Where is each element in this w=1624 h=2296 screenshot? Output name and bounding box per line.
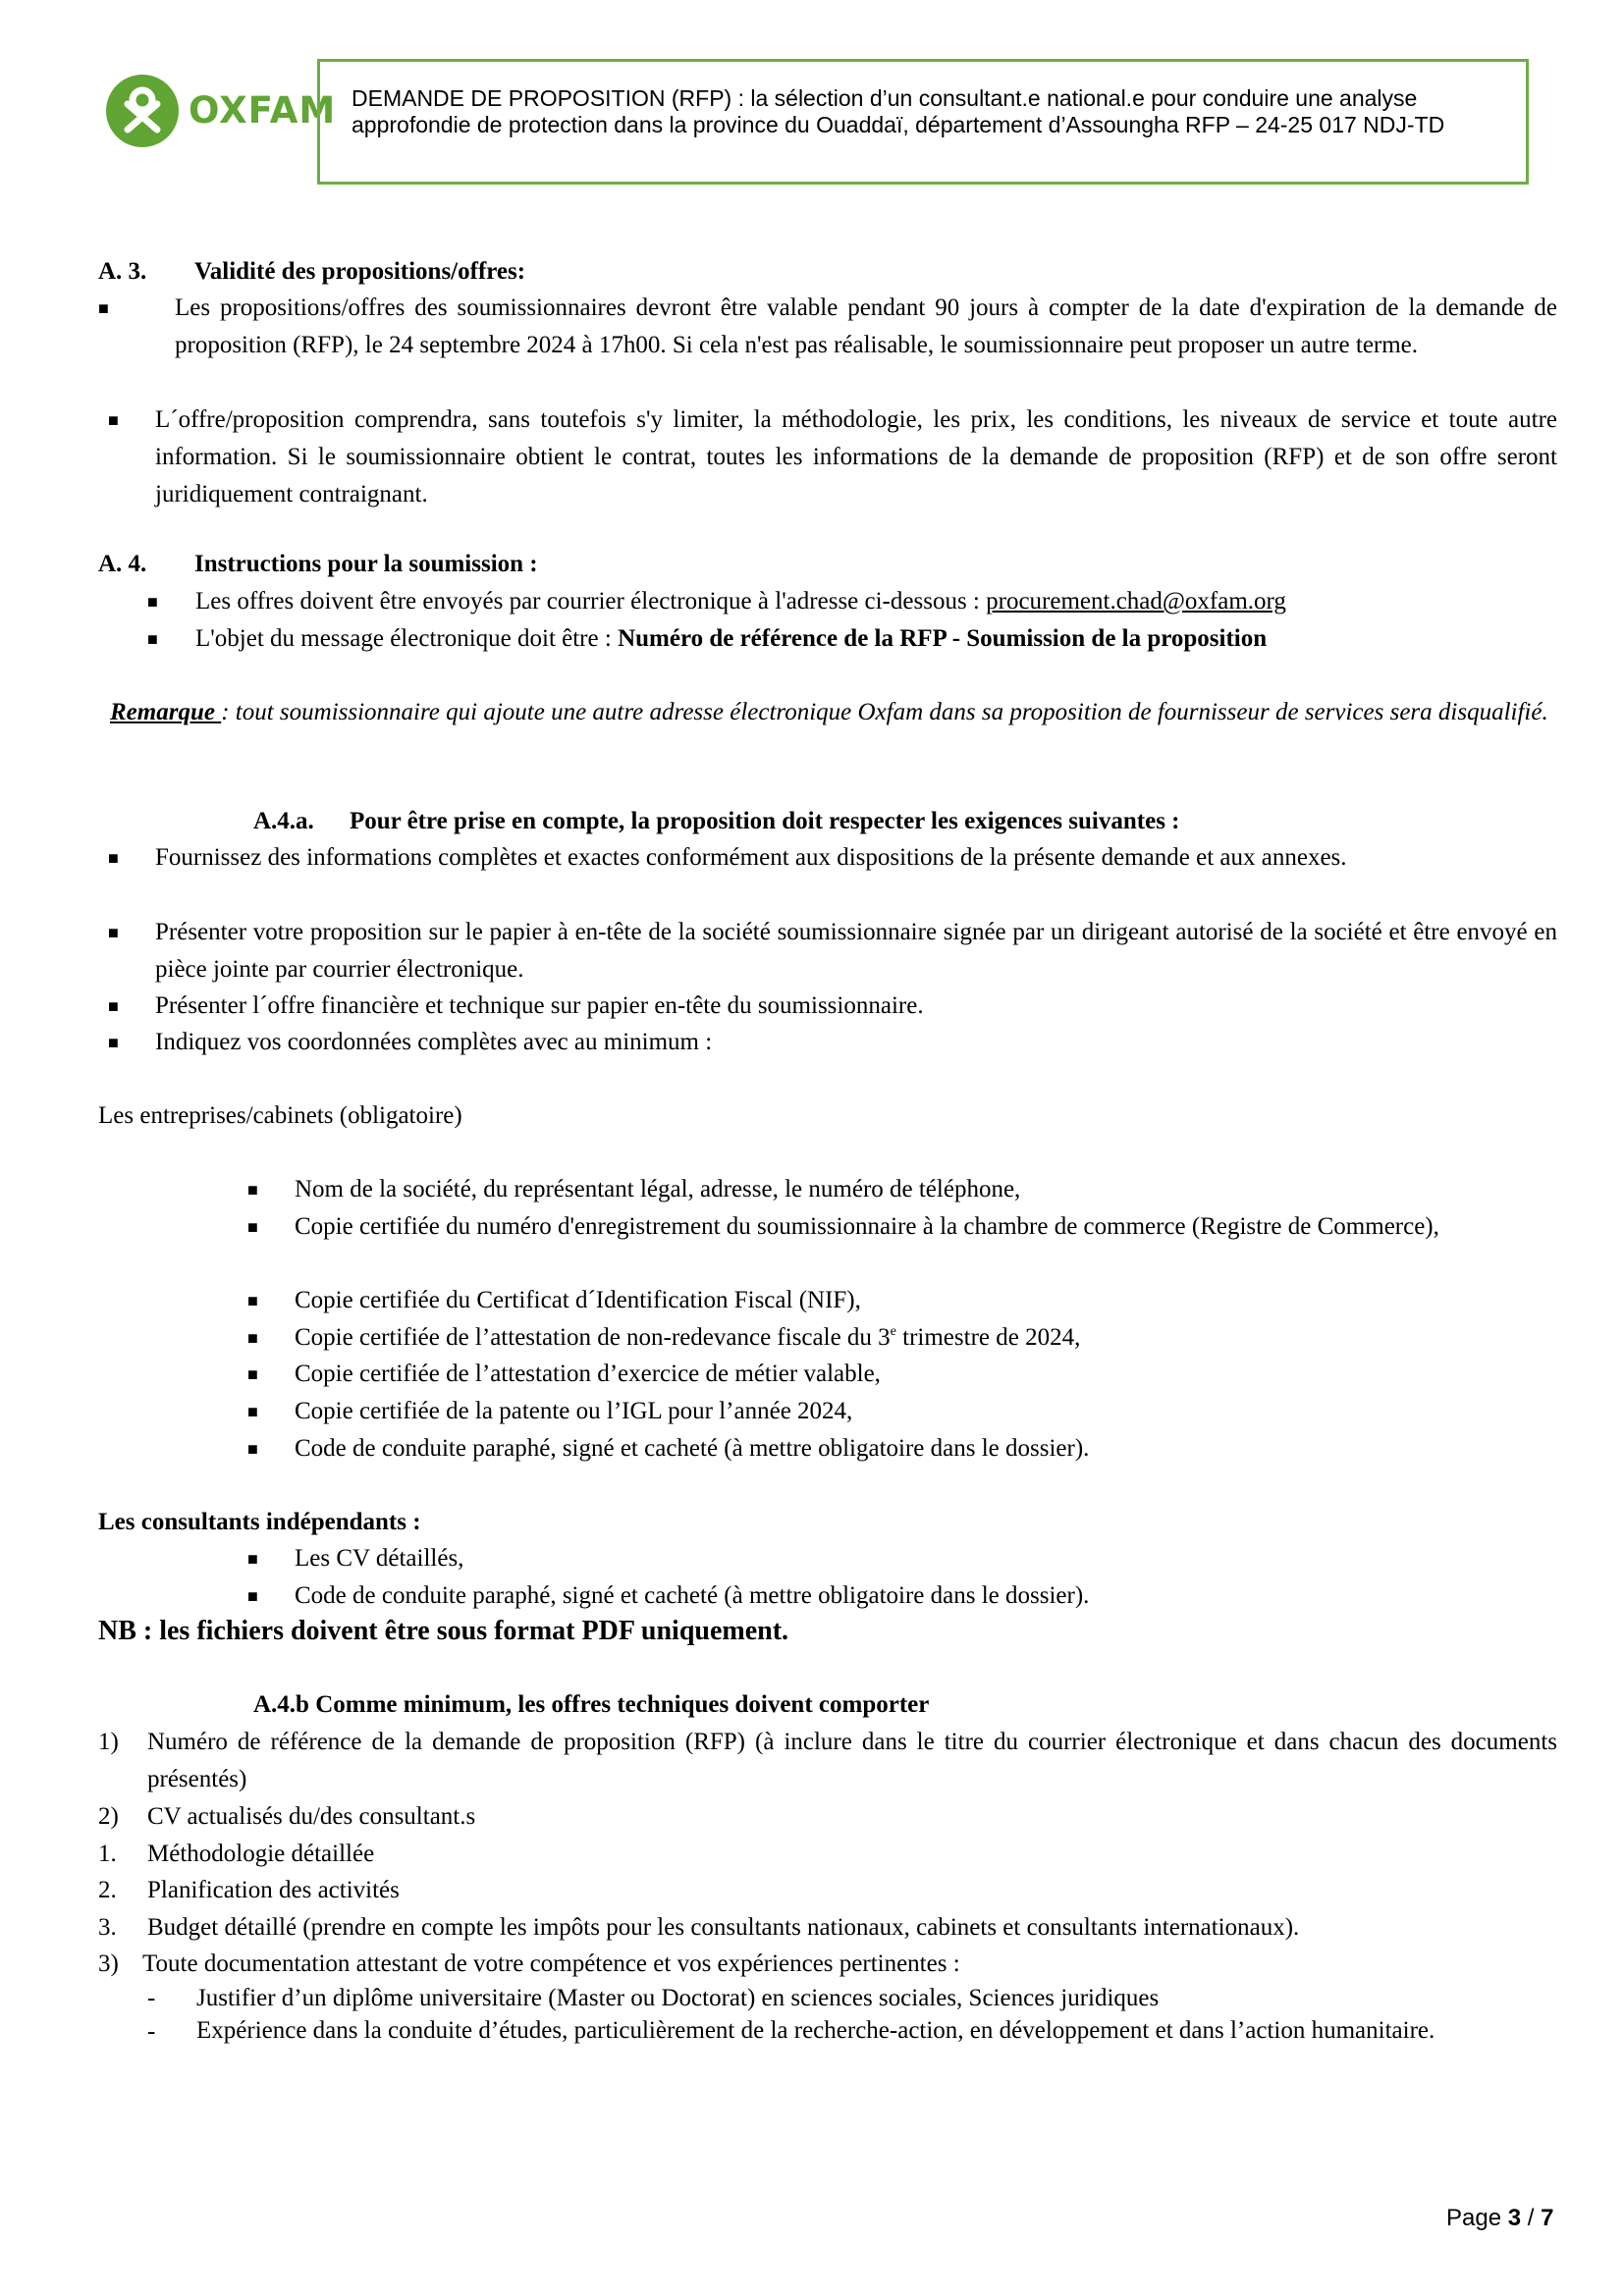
bullet-icon: ■ — [247, 1328, 258, 1348]
a4b-list-number: 1. — [98, 1841, 117, 1867]
section-a4a-item: Fournissez des informations complètes et exactes conformément aux dispositions de la présente demande et aux annexes. — [155, 844, 1347, 871]
a4b-list-item: Planification des activités — [147, 1877, 400, 1903]
section-a4a-item: Présenter l´offre financière et technique sur papier en-tête du soumissionnaire. — [155, 992, 924, 1019]
a4b-dash-item: Expérience dans la conduite d’études, particulièrement de la recherche-action, en développement et dans l’action humanitaire. — [196, 2017, 1435, 2044]
a4b-list-item: CV actualisés du/des consultant.s — [147, 1803, 476, 1830]
bullet-icon: ■ — [108, 1033, 119, 1052]
consultants-item: Code de conduite paraphé, signé et cacheté (à mettre obligatoire dans le dossier). — [295, 1582, 1090, 1609]
remark-label: Remarque — [110, 699, 222, 725]
remark-paragraph — [110, 694, 1557, 731]
section-a3-title: Validité des propositions/offres: — [194, 258, 526, 285]
companies-item: Copie certifiée du numéro d'enregistrement du soumissionnaire à la chambre de commerce (Registre de Commerce), — [295, 1213, 1439, 1240]
a4b-list-number: 3) — [98, 1950, 119, 1977]
procurement-email-link[interactable]: procurement.chad@oxfam.org — [986, 588, 1286, 614]
companies-item — [295, 1319, 1080, 1357]
companies-item-text-end: trimestre de 2024, — [895, 1324, 1081, 1351]
a4b-dash-item: Justifier d’un diplôme universitaire (Master ou Doctorat) en sciences sociales, Sciences juridiques — [196, 1985, 1160, 2011]
section-a4-number: A. 4. — [98, 551, 147, 577]
companies-item-superscript: e — [890, 1324, 896, 1339]
section-a3-paragraph-1: Les propositions/offres des soumissionnaires devront être valable pendant 90 jours à compter de la date d'expiration de la demande de proposition (RFP), le 24 septembre 2024 à 17h00. Si cela n'est pas réalisable, le soumissionnaire peut proposer un autre terme. — [175, 294, 1557, 358]
document-header-title: DEMANDE DE PROPOSITION (RFP) : la sélection d’un consultant.e national.e pour conduire une analyse approfondie de protection dans la province du Ouaddaï, département d’Assoungha RFP – 24-25 017 NDJ-TD — [317, 59, 1529, 185]
oxfam-logo-text: OXFAM — [189, 89, 337, 132]
a4b-list-item: Budget détaillé (prendre en compte les impôts pour les consultants nationaux, cabinets et consultants internationaux). — [147, 1914, 1300, 1941]
page-label: Page — [1446, 2205, 1508, 2231]
a4b-list-number: 3. — [98, 1914, 117, 1941]
companies-item: Code de conduite paraphé, signé et cacheté (à mettre obligatoire dans le dossier). — [295, 1435, 1090, 1462]
companies-item-text: Copie certifiée de l’attestation de non-redevance fiscale du 3 — [295, 1324, 891, 1351]
a4b-list-item: Toute documentation attestant de votre compétence et vos expériences pertinentes : — [142, 1950, 960, 1977]
dash-icon: - — [147, 1985, 156, 2011]
page-total: 7 — [1541, 2205, 1554, 2231]
a4b-list-number: 2) — [98, 1803, 119, 1830]
companies-item: Copie certifiée du Certificat d´Identification Fiscal (NIF), — [295, 1287, 861, 1313]
companies-item: Nom de la société, du représentant légal, adresse, le numéro de téléphone, — [295, 1176, 1021, 1202]
bullet-icon: ■ — [247, 1364, 258, 1384]
bullet-icon: ■ — [108, 923, 119, 942]
bullet-icon: ■ — [247, 1402, 258, 1421]
section-a4-bullet-1 — [195, 583, 1286, 620]
dash-icon: - — [147, 2018, 156, 2045]
bullet-icon: ■ — [147, 592, 158, 612]
a4b-list-number: 1) — [98, 1729, 119, 1755]
page-separator: / — [1521, 2205, 1542, 2231]
section-a4-bullet-1-text: Les offres doivent être envoyés par courrier électronique à l'adresse ci-dessous : — [195, 588, 987, 614]
section-a4-bullet-2 — [195, 620, 1267, 658]
consultants-title: Les consultants indépendants : — [98, 1509, 421, 1535]
companies-item: Copie certifiée de la patente ou l’IGL pour l’année 2024, — [295, 1398, 853, 1424]
oxfam-logo — [106, 75, 337, 147]
companies-title: Les entreprises/cabinets (obligatoire) — [98, 1102, 462, 1129]
section-a4a-title: Pour être prise en compte, la proposition doit respecter les exigences suivantes : — [350, 808, 1180, 834]
nb-note: NB : les fichiers doivent être sous format PDF uniquement. — [98, 1616, 789, 1646]
section-a4-bullet-2-subject: Numéro de référence de la RFP - Soumission de la proposition — [618, 625, 1268, 652]
bullet-icon: ■ — [247, 1291, 258, 1310]
page-number — [1446, 2204, 1553, 2233]
bullet-icon: ■ — [108, 848, 119, 868]
bullet-icon: ■ — [108, 410, 119, 430]
a4b-list-number: 2. — [98, 1877, 117, 1903]
bullet-icon: ■ — [147, 629, 158, 649]
bullet-icon: ■ — [247, 1180, 258, 1200]
companies-item: Copie certifiée de l’attestation d’exercice de métier valable, — [295, 1361, 881, 1387]
section-a4a-number: A.4.a. — [253, 808, 314, 834]
a4b-list-item: Méthodologie détaillée — [147, 1841, 375, 1867]
bullet-icon: ■ — [247, 1217, 258, 1237]
bullet-icon: ■ — [247, 1549, 258, 1569]
oxfam-logo-icon — [106, 75, 179, 147]
bullet-icon: ■ — [247, 1586, 258, 1606]
section-a4-bullet-2-text: L'objet du message électronique doit être : — [195, 625, 619, 652]
remark-text: : tout soumissionnaire qui ajoute une autre adresse électronique Oxfam dans sa proposition de fournisseur de services sera disqualifié. — [221, 699, 1548, 725]
section-a3-number: A. 3. — [98, 258, 147, 285]
section-a4-title: Instructions pour la soumission : — [194, 551, 538, 577]
section-a4a-item: Présenter votre proposition sur le papier à en-tête de la société soumissionnaire signée par un dirigeant autorisé de la société et être envoyé en pièce jointe par courrier électronique. — [155, 919, 1557, 983]
page-current: 3 — [1507, 2205, 1522, 2231]
consultants-item: Les CV détaillés, — [295, 1545, 464, 1572]
a4b-list-item: Numéro de référence de la demande de proposition (RFP) (à inclure dans le titre du courrier électronique et dans chacun des documents présentés) — [147, 1729, 1557, 1792]
section-a4a-item: Indiquez vos coordonnées complètes avec au minimum : — [155, 1029, 713, 1055]
section-a4b-title: A.4.b Comme minimum, les offres techniques doivent comporter — [253, 1691, 930, 1718]
bullet-icon: ■ — [98, 298, 109, 318]
bullet-icon: ■ — [108, 996, 119, 1016]
section-a3-paragraph-2: L´offre/proposition comprendra, sans toutefois s'y limiter, la méthodologie, les prix, les conditions, les niveaux de service et toute autre information. Si le soumissionnaire obtient le contrat, toutes les informations de la demande de proposition (RFP) et de son offre seront juridiquement contraignant. — [155, 406, 1557, 507]
bullet-icon: ■ — [247, 1439, 258, 1459]
